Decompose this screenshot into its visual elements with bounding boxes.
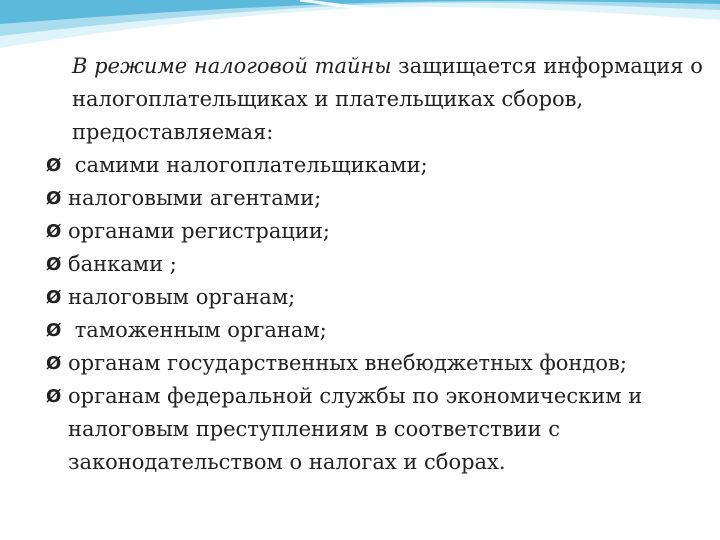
list-item: [46, 215, 706, 248]
arrowhead-bullet-icon: Ø: [46, 155, 62, 176]
list-item-text: таможенным органам;: [68, 318, 327, 342]
arrowhead-bullet-icon: Ø: [46, 254, 62, 275]
list-item-text: самими налогоплательщиками;: [68, 153, 428, 177]
intro-regular-text: защищается информация о налогоплательщиках и плательщиках сборов, предоставляемая:: [72, 54, 703, 144]
arrowhead-bullet-icon: Ø: [46, 221, 62, 242]
list-item: [46, 347, 706, 380]
list-item-text: банками ;: [68, 252, 177, 276]
slide-body: [46, 50, 706, 479]
list-item: [46, 281, 706, 314]
list-item: [46, 149, 706, 182]
arrowhead-bullet-icon: Ø: [46, 320, 62, 341]
arrowhead-bullet-icon: Ø: [46, 188, 62, 209]
list-item-text: органам государственных внебюджетных фондов;: [68, 351, 627, 375]
list-item-text: налоговым органам;: [68, 285, 296, 309]
intro-italic-text: В режиме налоговой тайны: [72, 54, 392, 78]
list-item: [46, 248, 706, 281]
list-item-text: налоговыми агентами;: [68, 186, 322, 210]
list-item: [46, 314, 706, 347]
list-item: [46, 182, 706, 215]
intro-paragraph: [46, 50, 706, 149]
arrowhead-bullet-icon: Ø: [46, 287, 62, 308]
arrowhead-bullet-icon: Ø: [46, 386, 62, 407]
arrowhead-bullet-icon: Ø: [46, 353, 62, 374]
list-item: [46, 380, 706, 479]
list-item-text: органами регистрации;: [68, 219, 330, 243]
list-item-text: органам федеральной службы по экономическим и налоговым преступлениям в соответствии с законодательством о налогах и сборах.: [68, 384, 649, 474]
bullet-list: [46, 149, 706, 479]
